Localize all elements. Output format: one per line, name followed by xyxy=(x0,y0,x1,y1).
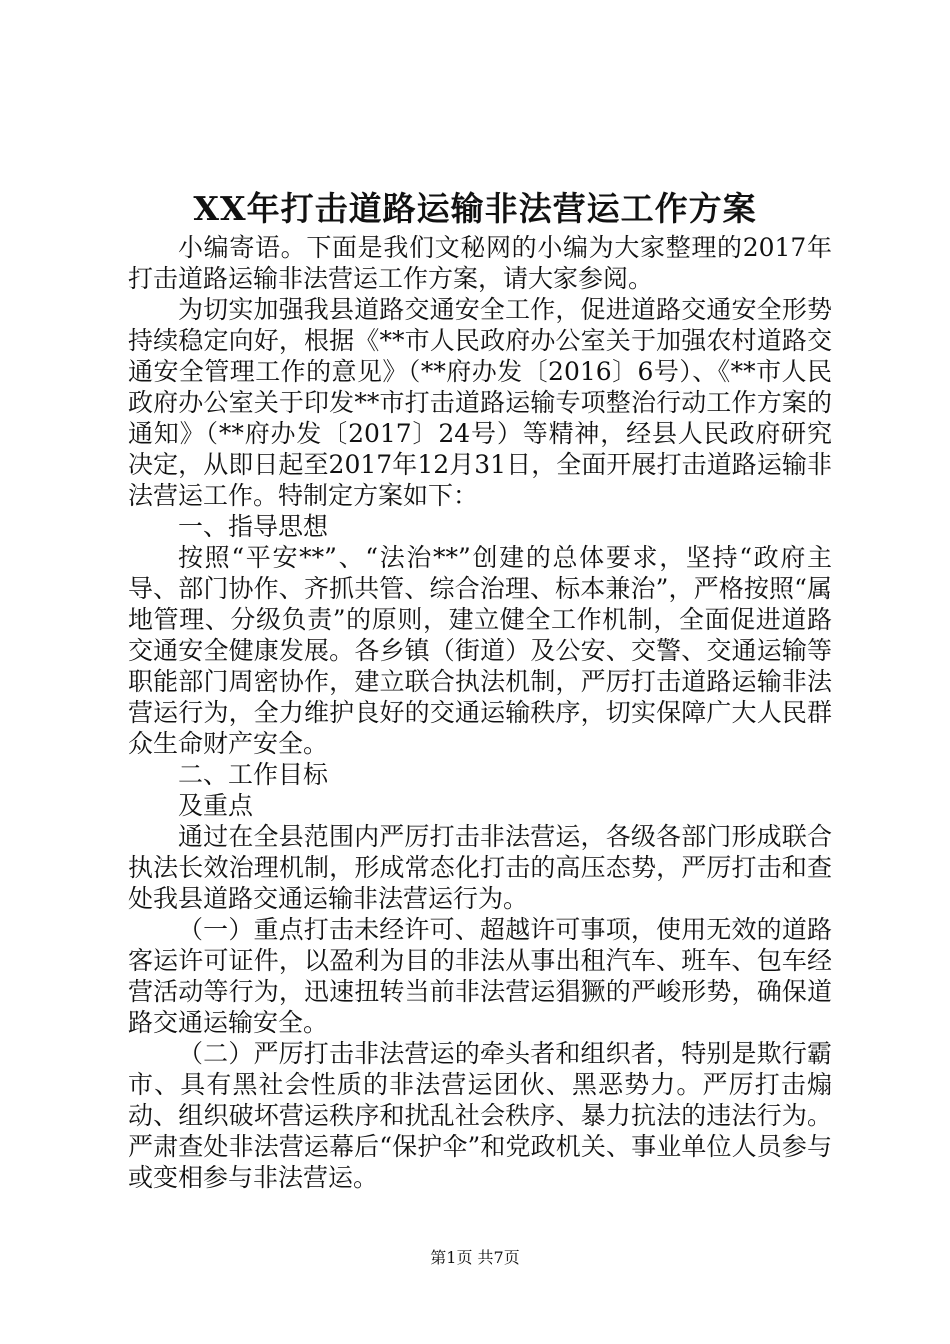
key-point-one-paragraph: （一）重点打击未经许可、超越许可事项，使用无效的道路客运许可证件，以盈利为目的非法从事出租汽车、班车、包车经营活动等行为，迅速扭转当前非法营运猖獗的严峻形势，确保道路交通运输安全。 xyxy=(128,915,832,1037)
intro-paragraph: 小编寄语。下面是我们文秘网的小编为大家整理的2017年打击道路运输非法营运工作方案，请大家参阅。 xyxy=(128,233,832,293)
key-point-two-paragraph: （二）严厉打击非法营运的牵头者和组织者，特别是欺行霸市、具有黑社会性质的非法营运团伙、黑恶势力。严厉打击煽动、组织破坏营运秩序和扰乱社会秩序、暴力抗法的违法行为。严肃查处非法营运幕后“保护伞”和党政机关、事业单位人员参与或变相参与非法营运。 xyxy=(128,1039,832,1192)
section-heading-work-goals: 二、工作目标 xyxy=(178,760,329,789)
background-paragraph: 为切实加强我县道路交通安全工作，促进道路交通安全形势持续稳定向好，根据《**市人民政府办公室关于加强农村道路交通安全管理工作的意见》（**府办发〔2016〕6号）、《**市人民政府办公室关于印发**市打击道路运输专项整治行动工作方案的通知》（**府办发〔2017〕24号）等精神，经县人民政府研究决定，从即日起至2017年12月31日，全面开展打击道路运输非法营运工作。特制定方案如下： xyxy=(128,295,832,510)
guiding-ideology-paragraph: 按照“平安**”、“法治**”创建的总体要求，坚持“政府主导、部门协作、齐抓共管、综合治理、标本兼治”，严格按照“属地管理、分级负责”的原则，建立健全工作机制，全面促进道路交通安全健康发展。各乡镇（街道）及公安、交警、交通运输等职能部门周密协作，建立联合执法机制，严厉打击道路运输非法营运行为，全力维护良好的交通运输秩序，切实保障广大人民群众生命财产安全。 xyxy=(128,543,832,758)
work-goals-paragraph: 通过在全县范围内严厉打击非法营运，各级各部门形成联合执法长效治理机制，形成常态化打击的高压态势，严厉打击和查处我县道路交通运输非法营运行为。 xyxy=(128,822,832,913)
document-body xyxy=(128,232,832,1193)
section-heading-guiding-ideology: 一、指导思想 xyxy=(178,512,329,541)
section-heading-key-points: 及重点 xyxy=(178,791,254,820)
page-footer: 第1页 共7页 xyxy=(430,1248,520,1267)
document-title: XX年打击道路运输非法营运工作方案 xyxy=(193,189,757,228)
